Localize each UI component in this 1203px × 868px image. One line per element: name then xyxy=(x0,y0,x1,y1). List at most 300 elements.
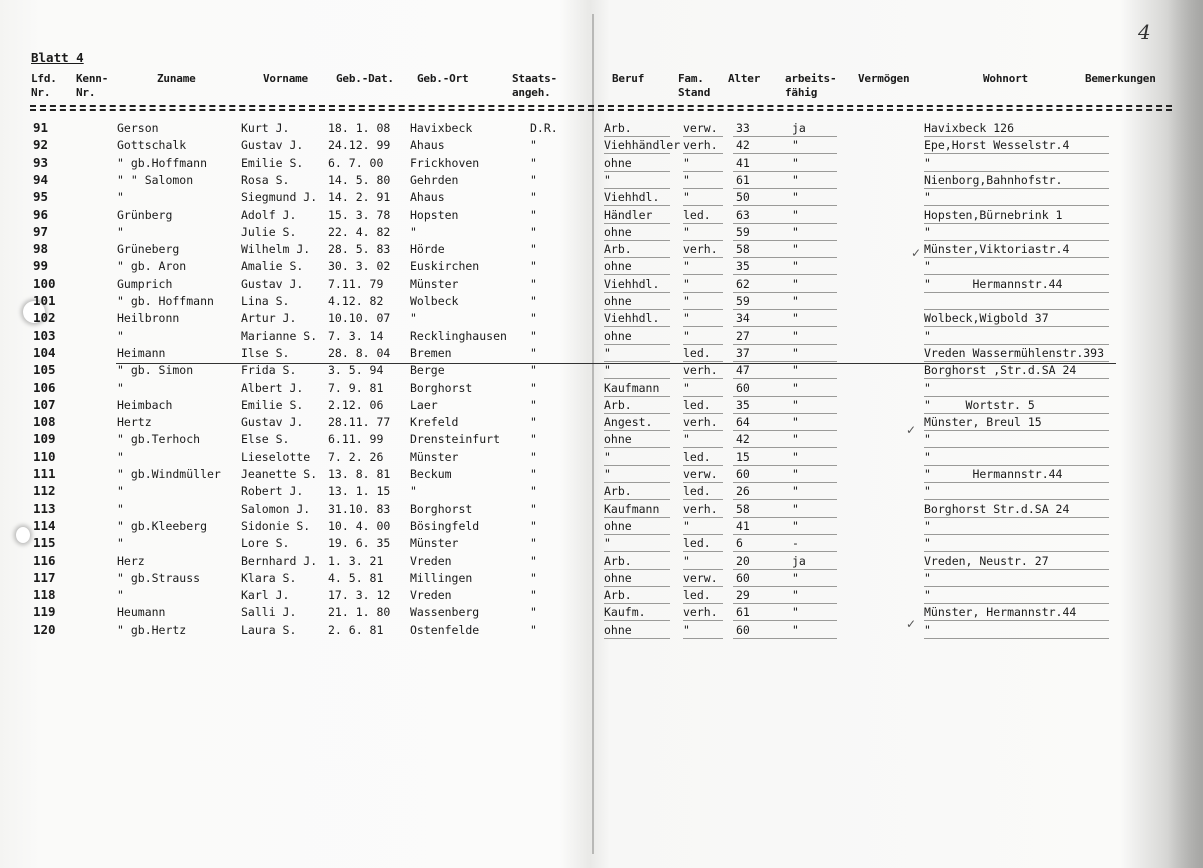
row-underline xyxy=(924,309,1109,310)
row-underline xyxy=(733,153,801,154)
cell-arbeitsfaehig: " xyxy=(792,449,799,464)
cell-arbeitsfaehig: " xyxy=(792,345,799,360)
row-underline xyxy=(924,240,1109,241)
cell-alter: 37 xyxy=(736,345,750,360)
cell-alter: 61 xyxy=(736,172,750,187)
cell-arbeitsfaehig: " xyxy=(792,294,799,308)
row-underline xyxy=(924,274,1109,275)
cell-lfd-nr: 114 xyxy=(33,517,56,533)
cell-alter: 42 xyxy=(736,432,750,447)
cell-zuname: " xyxy=(117,484,124,499)
cell-alter: 61 xyxy=(736,605,750,620)
cell-beruf: Arb. xyxy=(604,553,632,568)
cell-geb-ort: Münster xyxy=(410,536,459,551)
cell-geb-dat: 15. 3. 78 xyxy=(328,207,391,222)
cell-vorname: Salomon J. xyxy=(241,501,311,516)
cell-vorname: Rosa S. xyxy=(241,172,290,187)
cell-arbeitsfaehig: " xyxy=(792,207,799,222)
cell-alter: 59 xyxy=(736,224,750,239)
cell-fam-stand: " xyxy=(683,224,690,239)
cell-zuname: " " Salomon xyxy=(117,172,194,187)
cell-geb-ort: Bösingfeld xyxy=(410,518,480,533)
cell-alter: 58 xyxy=(736,242,750,257)
cell-lfd-nr: 106 xyxy=(33,379,56,395)
page-edge-shadow xyxy=(1168,0,1203,868)
cell-alter: 35 xyxy=(736,259,750,274)
row-underline xyxy=(733,603,801,604)
cell-zuname: " xyxy=(117,501,124,516)
row-underline xyxy=(924,413,1109,414)
row-underline xyxy=(792,309,837,310)
row-underline xyxy=(792,344,837,345)
row-underline xyxy=(683,292,723,293)
cell-geb-dat: 31.10. 83 xyxy=(328,501,391,516)
row-underline xyxy=(683,447,723,448)
row-underline xyxy=(792,378,837,379)
cell-alter: 47 xyxy=(736,363,750,378)
cell-zuname: " gb.Hertz xyxy=(117,622,187,637)
row-underline xyxy=(924,136,1109,137)
cell-staatsangeh: " xyxy=(530,570,537,585)
cell-lfd-nr: 97 xyxy=(33,223,49,239)
cell-vorname: Bernhard J. xyxy=(241,553,318,568)
cell-geb-dat: 17. 3. 12 xyxy=(328,588,391,603)
cell-fam-stand: verw. xyxy=(683,570,718,585)
sheet-label: Blatt 4 xyxy=(31,50,84,65)
cell-vorname: Gustav J. xyxy=(241,415,304,430)
cell-zuname: " gb.Strauss xyxy=(117,570,201,585)
cell-geb-dat: 7. 2. 26 xyxy=(328,449,384,464)
cell-geb-ort: Berge xyxy=(410,363,445,378)
cell-staatsangeh: " xyxy=(530,415,537,430)
cell-beruf: Angest. xyxy=(604,415,653,430)
row-underline xyxy=(733,136,801,137)
header-vorname: Vorname xyxy=(263,72,308,85)
cell-fam-stand: " xyxy=(683,311,690,326)
cell-vorname: Laura S. xyxy=(241,622,297,637)
row-underline xyxy=(604,378,670,379)
cell-geb-dat: 2.12. 06 xyxy=(328,397,384,412)
cell-zuname: Grünberg xyxy=(117,207,173,222)
cell-beruf: Arb. xyxy=(604,397,632,412)
cell-arbeitsfaehig: " xyxy=(792,467,799,481)
row-underline xyxy=(733,344,801,345)
row-underline xyxy=(733,292,801,293)
cell-wohnort: Münster, Breul 15 xyxy=(924,415,1042,430)
row-underline xyxy=(733,430,801,431)
cell-vorname: Emilie S. xyxy=(241,155,304,170)
cell-staatsangeh: " xyxy=(530,622,537,637)
cell-lfd-nr: 115 xyxy=(33,535,56,551)
cell-geb-ort: Havixbeck xyxy=(410,121,473,135)
cell-geb-ort: Ahaus xyxy=(410,138,445,153)
cell-geb-dat: 4.12. 82 xyxy=(328,294,384,308)
cell-fam-stand: " xyxy=(683,328,690,343)
cell-fam-stand: verh. xyxy=(683,138,718,153)
cell-fam-stand: " xyxy=(683,553,690,568)
row-underline xyxy=(683,396,723,397)
cell-beruf: Kaufmann xyxy=(604,501,660,516)
cell-geb-dat: 30. 3. 02 xyxy=(328,259,391,274)
row-underline xyxy=(733,274,801,275)
row-underline xyxy=(604,586,670,587)
cell-zuname: Grüneberg xyxy=(117,242,180,257)
row-underline xyxy=(683,344,723,345)
cell-wohnort: " xyxy=(924,259,931,274)
cell-geb-ort: Wolbeck xyxy=(410,294,459,308)
row-underline xyxy=(924,517,1109,518)
cell-zuname: Heimann xyxy=(117,345,166,360)
cell-wohnort: Nienborg,Bahnhofstr. xyxy=(924,172,1063,187)
row-underline xyxy=(733,620,801,621)
cell-arbeitsfaehig: " xyxy=(792,311,799,326)
cell-alter: 60 xyxy=(736,570,750,585)
cell-arbeitsfaehig: " xyxy=(792,397,799,412)
row-underline xyxy=(733,188,801,189)
header-fam-stand: Fam. Stand xyxy=(678,72,711,99)
cell-zuname: " gb.Terhoch xyxy=(117,432,201,447)
cell-lfd-nr: 113 xyxy=(33,500,56,516)
row-underline xyxy=(792,551,837,552)
row-underline xyxy=(733,223,801,224)
row-underline xyxy=(683,569,723,570)
row-underline xyxy=(733,361,801,362)
cell-lfd-nr: 96 xyxy=(33,206,49,222)
row-underline xyxy=(924,534,1109,535)
cell-staatsangeh: " xyxy=(530,172,537,187)
cell-zuname: " gb. Hoffmann xyxy=(117,294,214,308)
cell-geb-ort: Laer xyxy=(410,397,438,412)
cell-geb-dat: 1. 3. 21 xyxy=(328,553,384,568)
cell-geb-dat: 24.12. 99 xyxy=(328,138,391,153)
cell-staatsangeh: " xyxy=(530,155,537,170)
cell-staatsangeh: " xyxy=(530,605,537,620)
cell-beruf: ohne xyxy=(604,570,632,585)
row-underline xyxy=(924,188,1109,189)
cell-arbeitsfaehig: " xyxy=(792,570,799,585)
cell-fam-stand: led. xyxy=(683,449,711,464)
cell-alter: 15 xyxy=(736,449,750,464)
cell-geb-ort: Wassenberg xyxy=(410,605,480,620)
row-underline xyxy=(924,205,1109,206)
cell-wohnort: Epe,Horst Wesselstr.4 xyxy=(924,138,1070,153)
cell-staatsangeh: D.R. xyxy=(530,121,558,135)
row-underline xyxy=(792,569,837,570)
header-wohnort: Wohnort xyxy=(983,72,1028,85)
cell-geb-dat: 3. 5. 94 xyxy=(328,363,384,378)
cell-staatsangeh: " xyxy=(530,553,537,568)
cell-alter: 50 xyxy=(736,190,750,205)
row-underline xyxy=(924,153,1109,154)
row-underline xyxy=(683,620,723,621)
row-underline xyxy=(683,240,723,241)
cell-fam-stand: " xyxy=(683,259,690,274)
cell-alter: 20 xyxy=(736,553,750,568)
cell-geb-dat: 21. 1. 80 xyxy=(328,605,391,620)
cell-staatsangeh: " xyxy=(530,588,537,603)
cell-arbeitsfaehig: " xyxy=(792,363,799,378)
cell-alter: 27 xyxy=(736,328,750,343)
row-underline xyxy=(683,257,723,258)
cell-vorname: Jeanette S. xyxy=(241,467,318,481)
row-underline xyxy=(683,517,723,518)
row-underline xyxy=(733,171,801,172)
cell-arbeitsfaehig: " xyxy=(792,432,799,447)
cell-alter: 26 xyxy=(736,484,750,499)
row-underline xyxy=(733,240,801,241)
page-number-handwritten: 4 xyxy=(1138,20,1151,44)
cell-vorname: Marianne S. xyxy=(241,328,318,343)
cell-arbeitsfaehig: " xyxy=(792,190,799,205)
row-underline xyxy=(924,326,1109,327)
row-underline xyxy=(733,499,801,500)
cell-zuname: " xyxy=(117,190,124,205)
row-underline xyxy=(792,603,837,604)
cell-beruf: " xyxy=(604,172,611,187)
cell-vorname: Lore S. xyxy=(241,536,290,551)
row-underline xyxy=(792,586,837,587)
cell-zuname: " xyxy=(117,449,124,464)
cell-zuname: " xyxy=(117,328,124,343)
cell-fam-stand: " xyxy=(683,380,690,395)
row-underline xyxy=(733,534,801,535)
cell-arbeitsfaehig: " xyxy=(792,276,799,291)
cell-fam-stand: verh. xyxy=(683,415,718,430)
cell-staatsangeh: " xyxy=(530,432,537,447)
row-underline xyxy=(604,153,670,154)
cell-alter: 63 xyxy=(736,207,750,222)
row-underline xyxy=(792,499,837,500)
cell-staatsangeh: " xyxy=(530,501,537,516)
row-underline xyxy=(604,482,670,483)
row-underline xyxy=(924,638,1109,639)
cell-zuname: " xyxy=(117,224,124,239)
cell-alter: 42 xyxy=(736,138,750,153)
cell-geb-ort: Vreden xyxy=(410,553,452,568)
cell-geb-ort: Gehrden xyxy=(410,172,459,187)
cell-staatsangeh: " xyxy=(530,294,537,308)
cell-beruf: ohne xyxy=(604,155,632,170)
row-underline xyxy=(733,309,801,310)
cell-geb-ort: Hopsten xyxy=(410,207,459,222)
cell-geb-dat: 7. 9. 81 xyxy=(328,380,384,395)
cell-fam-stand: verw. xyxy=(683,467,718,481)
cell-geb-ort: Bremen xyxy=(410,345,452,360)
cell-alter: 35 xyxy=(736,397,750,412)
row-underline xyxy=(792,171,837,172)
cell-geb-dat: 13. 1. 15 xyxy=(328,484,391,499)
cell-staatsangeh: " xyxy=(530,536,537,551)
cell-geb-ort: Münster xyxy=(410,449,459,464)
cell-vorname: Else S. xyxy=(241,432,290,447)
row-underline xyxy=(733,326,801,327)
cell-wohnort: " xyxy=(924,588,931,603)
cell-wohnort: " xyxy=(924,328,931,343)
row-underline xyxy=(924,171,1109,172)
cell-fam-stand: led. xyxy=(683,484,711,499)
cell-arbeitsfaehig: " xyxy=(792,242,799,257)
cell-alter: 58 xyxy=(736,501,750,516)
row-underline xyxy=(792,413,837,414)
row-underline xyxy=(792,205,837,206)
check-mark: ✓ xyxy=(911,246,922,260)
cell-beruf: Viehhdl. xyxy=(604,190,660,205)
row-underline xyxy=(683,274,723,275)
cell-zuname: " xyxy=(117,380,124,395)
row-underline xyxy=(733,517,801,518)
cell-vorname: Ilse S. xyxy=(241,345,290,360)
cell-zuname: " gb. Aron xyxy=(117,259,187,274)
cell-vorname: Amalie S. xyxy=(241,259,304,274)
cell-geb-ort: " xyxy=(410,224,417,239)
cell-staatsangeh: " xyxy=(530,259,537,274)
row-underline xyxy=(792,188,837,189)
cell-fam-stand: led. xyxy=(683,345,711,360)
cell-lfd-nr: 120 xyxy=(33,621,56,637)
cell-beruf: Kaufmann xyxy=(604,380,660,395)
cell-beruf: Viehhändler xyxy=(604,138,681,153)
cell-wohnort: " xyxy=(924,449,931,464)
row-underline xyxy=(683,223,723,224)
page-fold xyxy=(592,14,594,854)
cell-zuname: Heimbach xyxy=(117,397,173,412)
cell-wohnort: Borghorst Str.d.SA 24 xyxy=(924,501,1070,516)
cell-lfd-nr: 112 xyxy=(33,483,56,499)
cell-geb-dat: 14. 2. 91 xyxy=(328,190,391,205)
cell-lfd-nr: 109 xyxy=(33,431,56,447)
cell-arbeitsfaehig: " xyxy=(792,415,799,430)
cell-arbeitsfaehig: " xyxy=(792,484,799,499)
cell-lfd-nr: 107 xyxy=(33,396,56,412)
cell-vorname: Gustav J. xyxy=(241,138,304,153)
row-underline xyxy=(924,569,1109,570)
cell-zuname: " gb. Simon xyxy=(117,363,194,378)
cell-vorname: Artur J. xyxy=(241,311,297,326)
row-underline xyxy=(683,534,723,535)
cell-fam-stand: led. xyxy=(683,207,711,222)
row-underline xyxy=(792,465,837,466)
cell-wohnort: " xyxy=(924,536,931,551)
row-underline xyxy=(924,499,1109,500)
cell-arbeitsfaehig: - xyxy=(792,536,799,551)
cell-fam-stand: " xyxy=(683,276,690,291)
cell-lfd-nr: 100 xyxy=(33,275,56,291)
cell-zuname: Heilbronn xyxy=(117,311,180,326)
cell-zuname: Hertz xyxy=(117,415,152,430)
cell-geb-dat: 18. 1. 08 xyxy=(328,121,391,135)
row-underline xyxy=(604,257,670,258)
row-underline xyxy=(733,586,801,587)
row-underline xyxy=(924,603,1109,604)
row-underline xyxy=(683,413,723,414)
header-geb-ort: Geb.-Ort xyxy=(417,72,469,85)
row-underline xyxy=(792,326,837,327)
row-underline xyxy=(733,465,801,466)
header-vermoegen: Vermögen xyxy=(858,72,910,85)
cell-zuname: " xyxy=(117,536,124,551)
cell-lfd-nr: 93 xyxy=(33,154,49,170)
cell-wohnort: " xyxy=(924,190,931,205)
cell-geb-dat: 6. 7. 00 xyxy=(328,155,384,170)
row-underline xyxy=(792,482,837,483)
header-lfd-nr: Lfd. Nr. xyxy=(31,72,57,99)
row-underline xyxy=(683,309,723,310)
cell-alter: 59 xyxy=(736,294,750,308)
row-underline xyxy=(604,309,670,310)
row-underline xyxy=(924,551,1109,552)
cell-vorname: Albert J. xyxy=(241,380,304,395)
row-underline xyxy=(924,620,1109,621)
header-alter: Alter xyxy=(728,72,761,85)
row-underline xyxy=(792,620,837,621)
cell-arbeitsfaehig: ja xyxy=(792,121,806,135)
cell-wohnort: " Hermannstr.44 xyxy=(924,467,1063,481)
cell-beruf: " xyxy=(604,449,611,464)
cell-wohnort: Hopsten,Bürnebrink 1 xyxy=(924,207,1063,222)
row-underline xyxy=(924,396,1109,397)
cell-geb-ort: Euskirchen xyxy=(410,259,480,274)
cell-beruf: " xyxy=(604,536,611,551)
cell-wohnort: " xyxy=(924,224,931,239)
cell-geb-ort: Millingen xyxy=(410,570,473,585)
row-underline xyxy=(604,465,670,466)
row-underline xyxy=(733,569,801,570)
cell-lfd-nr: 117 xyxy=(33,569,56,585)
cell-wohnort: Vreden Wassermühlenstr.393 xyxy=(924,345,1105,360)
cell-lfd-nr: 111 xyxy=(33,466,56,481)
cell-staatsangeh: " xyxy=(530,467,537,481)
cell-wohnort: " xyxy=(924,484,931,499)
check-mark: ✓ xyxy=(906,423,917,437)
cell-alter: 64 xyxy=(736,415,750,430)
cell-beruf: Arb. xyxy=(604,121,632,135)
cell-wohnort: " xyxy=(924,432,931,447)
cell-arbeitsfaehig: " xyxy=(792,588,799,603)
cell-arbeitsfaehig: " xyxy=(792,605,799,620)
row-underline xyxy=(924,447,1109,448)
cell-staatsangeh: " xyxy=(530,397,537,412)
cell-beruf: ohne xyxy=(604,259,632,274)
cell-geb-ort: Hörde xyxy=(410,242,445,257)
cell-alter: 41 xyxy=(736,155,750,170)
cell-beruf: Arb. xyxy=(604,484,632,499)
row-underline xyxy=(604,223,670,224)
cell-beruf: " xyxy=(604,363,611,378)
cell-fam-stand: " xyxy=(683,172,690,187)
cell-geb-dat: 28.11. 77 xyxy=(328,415,391,430)
cell-staatsangeh: " xyxy=(530,345,537,360)
cell-zuname: Gumprich xyxy=(117,276,173,291)
row-underline xyxy=(683,586,723,587)
row-underline xyxy=(604,274,670,275)
cell-wohnort: " xyxy=(924,380,931,395)
row-underline xyxy=(924,378,1109,379)
cell-lfd-nr: 94 xyxy=(33,171,49,187)
row-underline xyxy=(683,153,723,154)
cell-geb-ort: " xyxy=(410,484,417,499)
cell-geb-ort: " xyxy=(410,311,417,326)
row-underline xyxy=(792,361,837,362)
cell-vorname: Robert J. xyxy=(241,484,304,499)
cell-vorname: Wilhelm J. xyxy=(241,242,311,257)
row-underline xyxy=(683,136,723,137)
row-underline xyxy=(683,465,723,466)
row-underline xyxy=(924,482,1109,483)
cell-alter: 29 xyxy=(736,588,750,603)
cell-beruf: Viehhdl. xyxy=(604,311,660,326)
header-arbeitsfaehig: arbeits- fähig xyxy=(785,72,837,99)
cell-wohnort: " Wortstr. 5 xyxy=(924,397,1035,412)
